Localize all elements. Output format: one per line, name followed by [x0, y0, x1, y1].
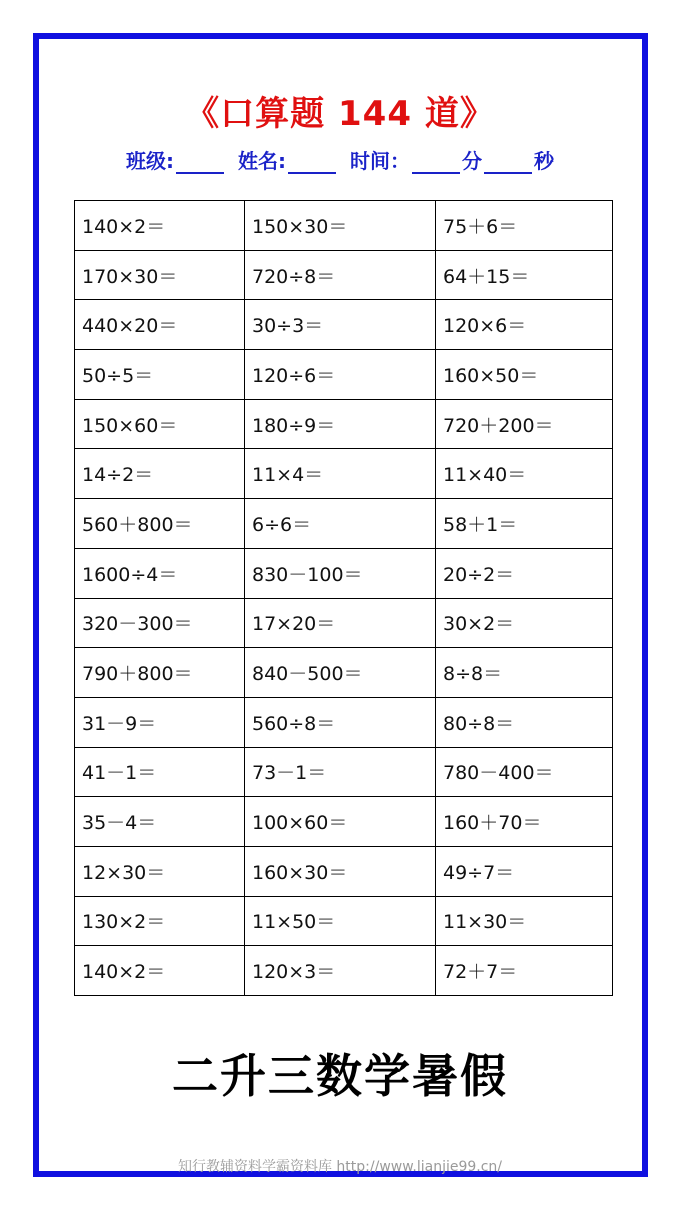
problem-cell: 17×20＝ [245, 598, 436, 648]
problem-cell: 120×3＝ [245, 946, 436, 996]
table-row [75, 598, 613, 648]
table-row [75, 250, 613, 300]
problem-cell: 120×6＝ [436, 300, 613, 350]
problem-cell: 30÷3＝ [245, 300, 436, 350]
second-label: 秒 [534, 149, 554, 173]
table-row [75, 946, 613, 996]
name-label: 姓名: [238, 149, 286, 173]
problem-cell: 73－1＝ [245, 747, 436, 797]
problem-cell: 160＋70＝ [436, 797, 613, 847]
problem-cell: 720＋200＝ [436, 399, 613, 449]
problem-cell: 12×30＝ [75, 846, 245, 896]
table-row [75, 697, 613, 747]
problem-cell: 11×30＝ [436, 896, 613, 946]
problem-cell: 100×60＝ [245, 797, 436, 847]
class-blank[interactable] [176, 150, 224, 174]
time-label: 时间： [350, 149, 410, 173]
problem-cell: 560÷8＝ [245, 697, 436, 747]
student-info-line [0, 145, 680, 174]
name-blank[interactable] [288, 150, 336, 174]
problem-cell: 130×2＝ [75, 896, 245, 946]
class-label: 班级: [126, 149, 174, 173]
problem-cell: 41－1＝ [75, 747, 245, 797]
problem-cell: 140×2＝ [75, 946, 245, 996]
problem-cell: 780－400＝ [436, 747, 613, 797]
problem-cell: 72＋7＝ [436, 946, 613, 996]
table-row [75, 350, 613, 400]
problem-cell: 150×30＝ [245, 201, 436, 251]
problem-cell: 11×50＝ [245, 896, 436, 946]
table-row [75, 747, 613, 797]
problem-cell: 49÷7＝ [436, 846, 613, 896]
page-title: 《口算题 144 道》 [185, 94, 495, 134]
problem-cell: 170×30＝ [75, 250, 245, 300]
table-row [75, 548, 613, 598]
problem-cell: 64＋15＝ [436, 250, 613, 300]
problem-cell: 80÷8＝ [436, 697, 613, 747]
table-row [75, 201, 613, 251]
problem-cell: 75＋6＝ [436, 201, 613, 251]
seconds-blank[interactable] [484, 150, 532, 174]
table-row [75, 300, 613, 350]
problem-cell: 560＋800＝ [75, 499, 245, 549]
problem-cell: 20÷2＝ [436, 548, 613, 598]
table-row [75, 499, 613, 549]
problem-cell: 830－100＝ [245, 548, 436, 598]
table-row [75, 846, 613, 896]
problem-cell: 50÷5＝ [75, 350, 245, 400]
problem-cell: 8÷8＝ [436, 648, 613, 698]
problem-cell: 720÷8＝ [245, 250, 436, 300]
footer-title: 二升三数学暑假 [172, 1049, 508, 1103]
problem-table [74, 200, 613, 996]
minute-label: 分 [462, 149, 482, 173]
table-row [75, 797, 613, 847]
problem-cell: 6÷6＝ [245, 499, 436, 549]
problem-cell: 160×50＝ [436, 350, 613, 400]
table-row [75, 449, 613, 499]
problem-cell: 11×4＝ [245, 449, 436, 499]
problem-cell: 790＋800＝ [75, 648, 245, 698]
table-row [75, 399, 613, 449]
problem-cell: 35－4＝ [75, 797, 245, 847]
problem-cell: 320－300＝ [75, 598, 245, 648]
table-row [75, 896, 613, 946]
problem-cell: 140×2＝ [75, 201, 245, 251]
problem-cell: 840－500＝ [245, 648, 436, 698]
problem-cell: 440×20＝ [75, 300, 245, 350]
problem-cell: 30×2＝ [436, 598, 613, 648]
problem-cell: 58＋1＝ [436, 499, 613, 549]
problem-cell: 160×30＝ [245, 846, 436, 896]
problem-cell: 180÷9＝ [245, 399, 436, 449]
minutes-blank[interactable] [412, 150, 460, 174]
problem-cell: 11×40＝ [436, 449, 613, 499]
problem-cell: 120÷6＝ [245, 350, 436, 400]
table-row [75, 648, 613, 698]
problem-cell: 14÷2＝ [75, 449, 245, 499]
problem-cell: 1600÷4＝ [75, 548, 245, 598]
watermark: 知行教辅资料学霸资料库 http://www.lianjie99.cn/ [177, 1159, 503, 1175]
problem-cell: 31－9＝ [75, 697, 245, 747]
problem-cell: 150×60＝ [75, 399, 245, 449]
